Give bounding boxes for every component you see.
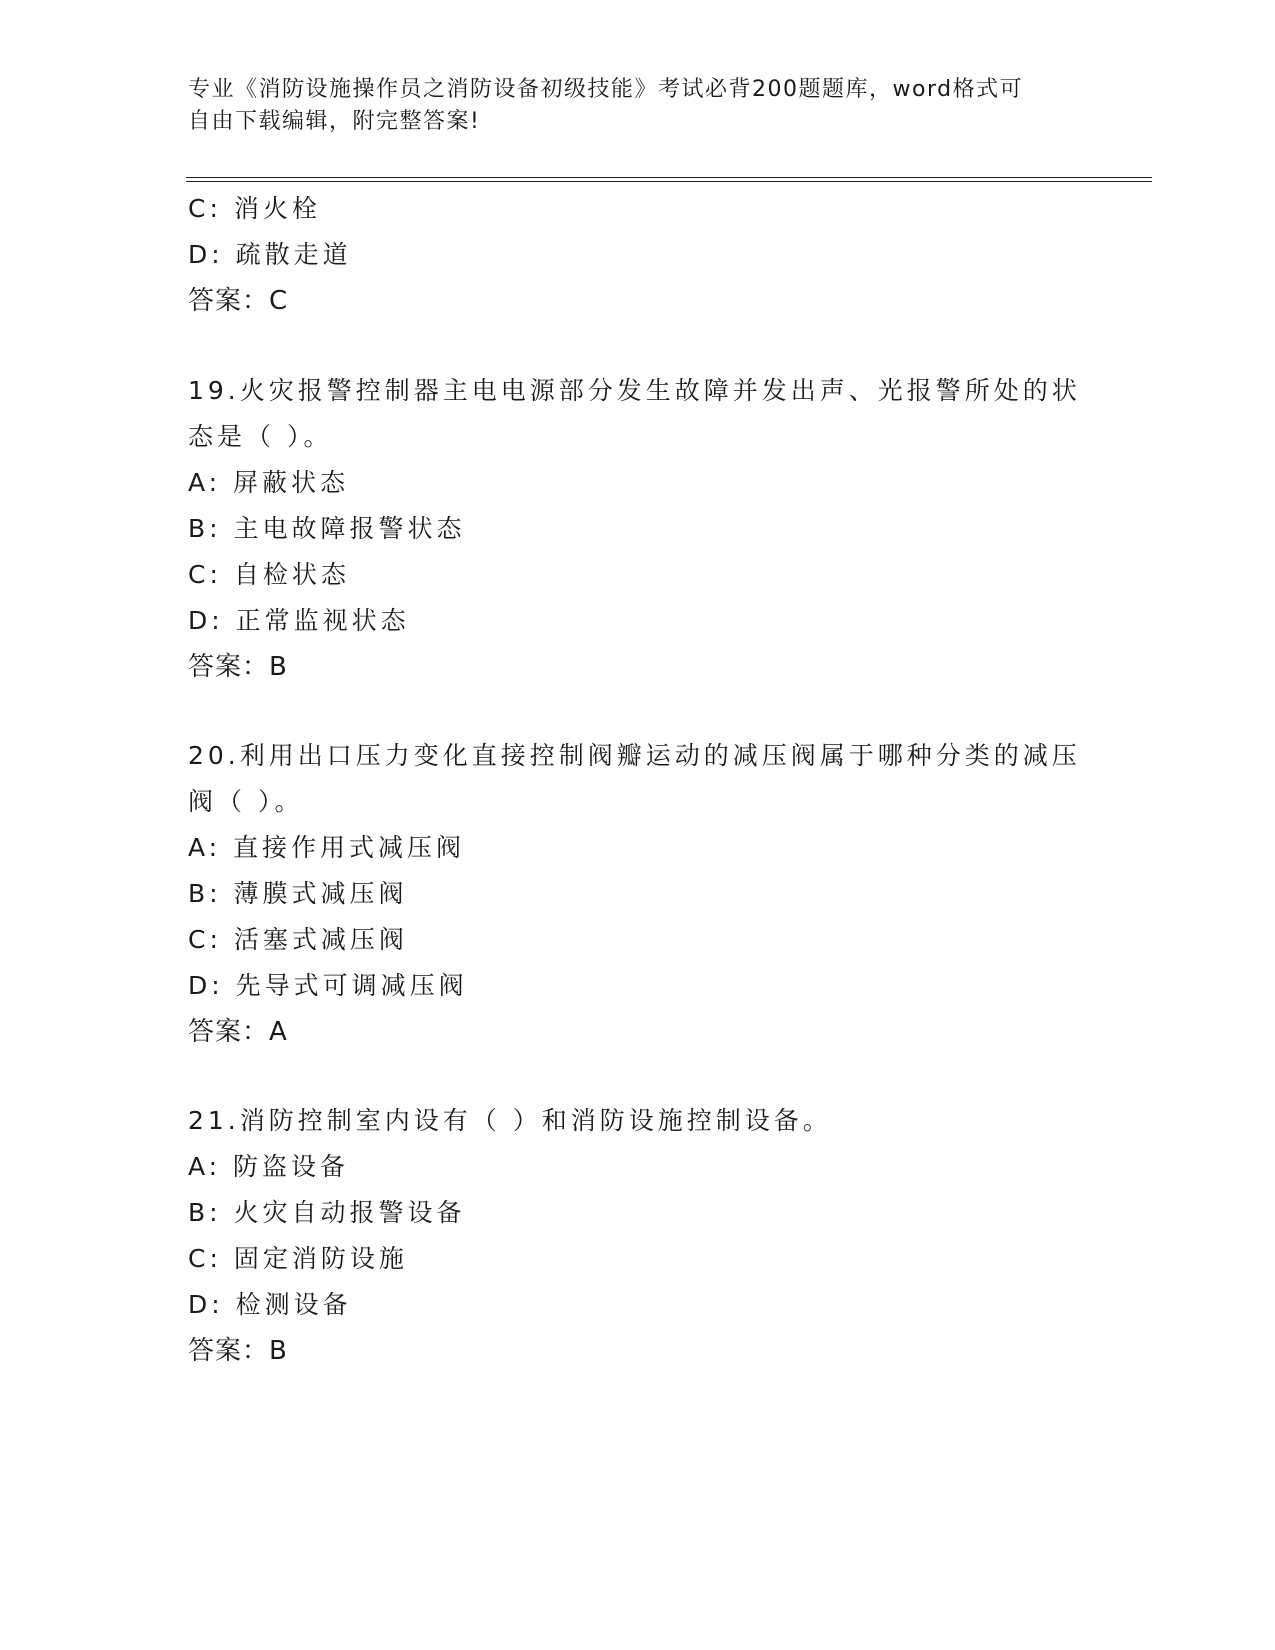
option-a: A: 直接作用式减压阀	[188, 833, 466, 862]
answer-line: 答案：B	[188, 1336, 288, 1366]
question-stem-line-1: 21.消防控制室内设有（ ）和消防设施控制设备。	[188, 1106, 832, 1135]
option-b: B: 薄膜式减压阀	[188, 879, 408, 908]
option-c: C: 固定消防设施	[188, 1244, 408, 1273]
option-c: C: 活塞式减压阀	[188, 925, 408, 954]
option-b: B: 火灾自动报警设备	[188, 1198, 466, 1227]
question-18-tail	[188, 186, 1088, 324]
header-divider-bottom	[186, 181, 1152, 182]
option-c: C: 自检状态	[188, 560, 350, 589]
option-d: D: 正常监视状态	[188, 606, 410, 635]
question-20	[188, 733, 1088, 1055]
option-d: D: 检测设备	[188, 1290, 352, 1319]
option-c: C: 消火栓	[188, 194, 321, 223]
question-19	[188, 368, 1088, 690]
option-b: B: 主电故障报警状态	[188, 514, 466, 543]
option-d: D: 疏散走道	[188, 240, 352, 269]
document-header	[188, 74, 1068, 138]
question-stem-line-2: 态是（ ）。	[188, 422, 333, 451]
header-line-2: 自由下载编辑，附完整答案!	[188, 109, 481, 134]
option-a: A: 防盗设备	[188, 1152, 350, 1181]
answer-line: 答案：A	[188, 1017, 288, 1047]
answer-line: 答案：B	[188, 652, 288, 682]
question-stem-line-1: 19.火灾报警控制器主电电源部分发生故障并发出声、光报警所处的状	[188, 376, 1081, 405]
question-stem-line-1: 20.利用出口压力变化直接控制阀瓣运动的减压阀属于哪种分类的减压	[188, 741, 1081, 770]
question-21	[188, 1098, 1088, 1374]
question-stem-line-2: 阀（ ）。	[188, 787, 304, 816]
header-line-1: 专业《消防设施操作员之消防设备初级技能》考试必背200题题库，word格式可	[188, 77, 1024, 102]
option-a: A: 屏蔽状态	[188, 468, 350, 497]
answer-line: 答案：C	[188, 286, 289, 316]
option-d: D: 先导式可调减压阀	[188, 971, 468, 1000]
header-divider-top	[186, 177, 1152, 178]
